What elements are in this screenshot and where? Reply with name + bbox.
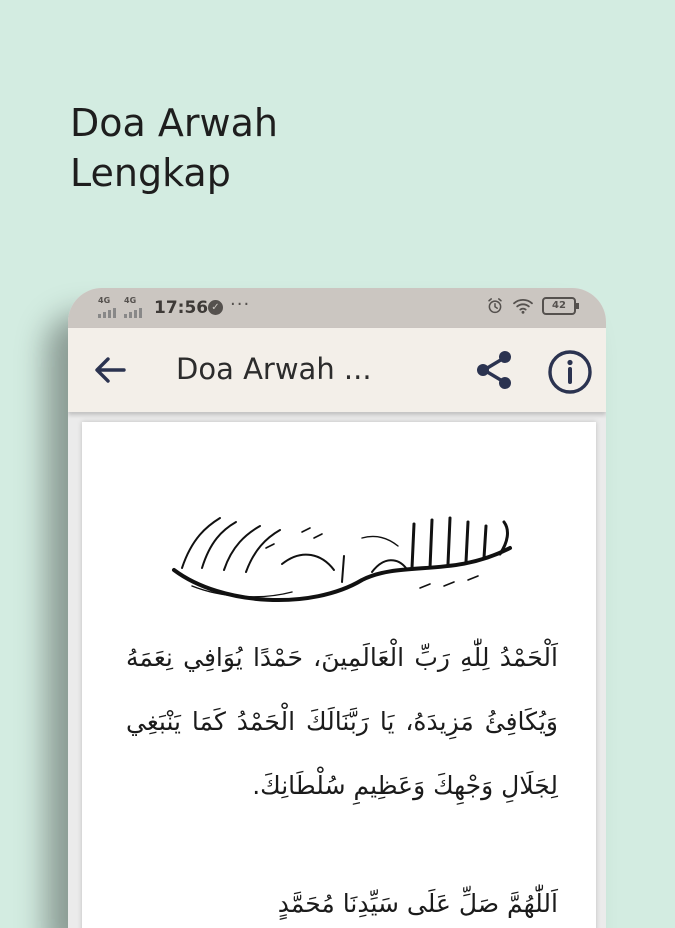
network-type-1: 4G [98, 296, 111, 305]
battery-level: 42 [552, 300, 566, 311]
more-icon: ··· [230, 294, 251, 315]
status-bar [68, 288, 606, 328]
share-icon[interactable] [472, 348, 516, 392]
promo-title-line-2: Lengkap [70, 151, 231, 195]
status-time: 17:56 [154, 298, 209, 318]
toolbar-title: Doa Arwah ... [176, 352, 372, 386]
wifi-icon [512, 297, 534, 315]
signal-icon [124, 296, 148, 318]
back-arrow-icon[interactable] [90, 350, 130, 390]
promo-title-line-1: Doa Arwah [70, 101, 278, 145]
alarm-icon [486, 297, 504, 315]
bismillah-calligraphy-icon [162, 508, 522, 608]
info-icon[interactable] [546, 348, 594, 396]
prayer-text-next: اَللّٰهُمَّ صَلِّ عَلَى سَيِّدِنَا مُحَمَّدٍ [277, 889, 558, 918]
network-type-2: 4G [124, 296, 137, 305]
promo-title [70, 98, 278, 198]
signal-icon [98, 296, 122, 318]
check-circle-icon: ✓ [208, 300, 223, 315]
prayer-text: اَلْحَمْدُ لِلّٰهِ رَبِّ الْعَالَمِينَ، حَمْدًا يُوَافِي نِعَمَهُ وَيُكَافِئُ مَزِيدَهُ، يَا رَبَّنَالَكَ الْحَمْدُ كَمَا يَنْبَغِي لِجَلَالِ وَجْهِكَ وَعَظِيمِ سُلْطَانِكَ. [126, 643, 558, 800]
battery-icon [542, 297, 576, 315]
app-toolbar [68, 328, 606, 412]
phone-frame [68, 288, 606, 928]
content-page [82, 422, 596, 928]
